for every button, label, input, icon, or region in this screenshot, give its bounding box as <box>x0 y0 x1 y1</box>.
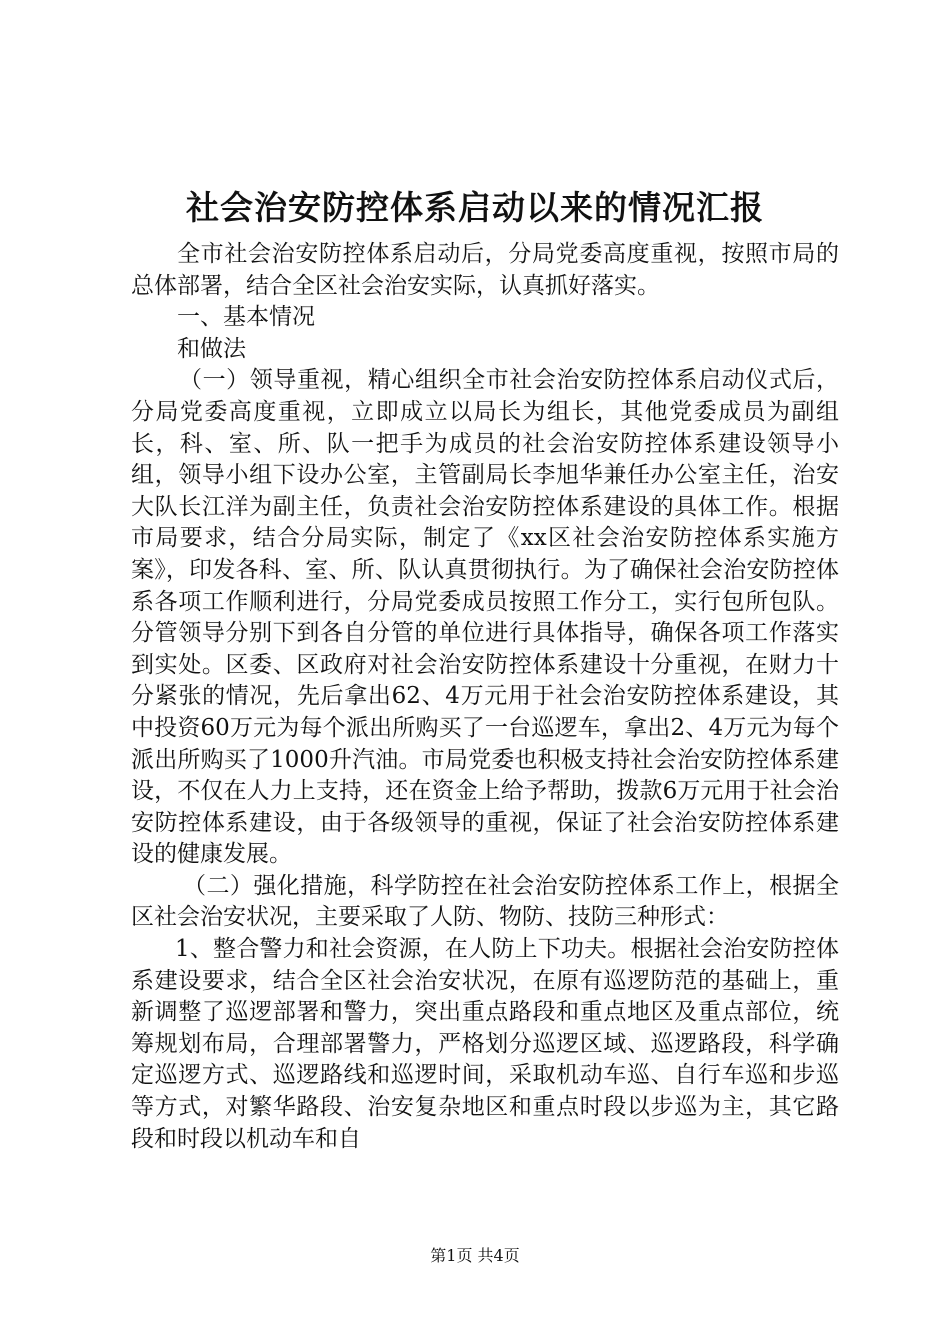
section-heading-basic-situation: 一、基本情况 <box>177 304 315 331</box>
paragraph-intro: 全市社会治安防控体系启动后，分局党委高度重视，按照市局的总体部署，结合全区社会治安实际，认真抓好落实。 <box>131 241 839 299</box>
document-title: 社会治安防控体系启动以来的情况汇报 <box>186 188 764 227</box>
document-body <box>131 239 839 1155</box>
paragraph-leadership: （一）领导重视，精心组织全市社会治安防控体系启动仪式后，分局党委高度重视，立即成立以局长为组长，其他党委成员为副组长，科、室、所、队一把手为成员的社会治安防控体系建设领导小组，领导小组下设办公室，主管副局长李旭华兼任办公室主任，治安大队长江洋为副主任，负责社会治安防控体系建设的具体工作。根据市局要求，结合分局实际，制定了《xx区社会治安防控体系实施方案》，印发各科、室、所、队认真贯彻执行。为了确保社会治安防控体系各项工作顺利进行，分局党委成员按照工作分工，实行包所包队。分管领导分别下到各自分管的单位进行具体指导，确保各项工作落实到实处。区委、区政府对社会治安防控体系建设十分重视，在财力十分紧张的情况，先后拿出62、4万元用于社会治安防控体系建设，其中投资60万元为每个派出所购买了一台巡逻车，拿出2、4万元为每个派出所购买了1000升汽油。市局党委也积极支持社会治安防控体系建设，不仅在人力上支持，还在资金上给予帮助，拨款6万元用于社会治安防控体系建设，由于各级领导的重视，保证了社会治安防控体系建设的健康发展。 <box>131 367 839 868</box>
page-footer: 第1页 共4页 <box>430 1246 520 1265</box>
paragraph-measures: （二）强化措施，科学防控在社会治安防控体系工作上，根据全区社会治安状况，主要采取了人防、物防、技防三种形式： <box>131 872 839 931</box>
section-heading-continuation: 和做法 <box>177 335 246 362</box>
paragraph-manpower: 1、整合警力和社会资源，在人防上下功夫。根据社会治安防控体系建设要求，结合全区社会治安状况，在原有巡逻防范的基础上，重新调整了巡逻部署和警力，突出重点路段和重点地区及重点部位，统筹规划布局，合理部署警力，严格划分巡逻区域、巡逻路段，科学确定巡逻方式、巡逻路线和巡逻时间，采取机动车巡、自行车巡和步巡等方式，对繁华路段、治安复杂地区和重点时段以步巡为主，其它路段和时段以机动车和自 <box>131 936 839 1152</box>
